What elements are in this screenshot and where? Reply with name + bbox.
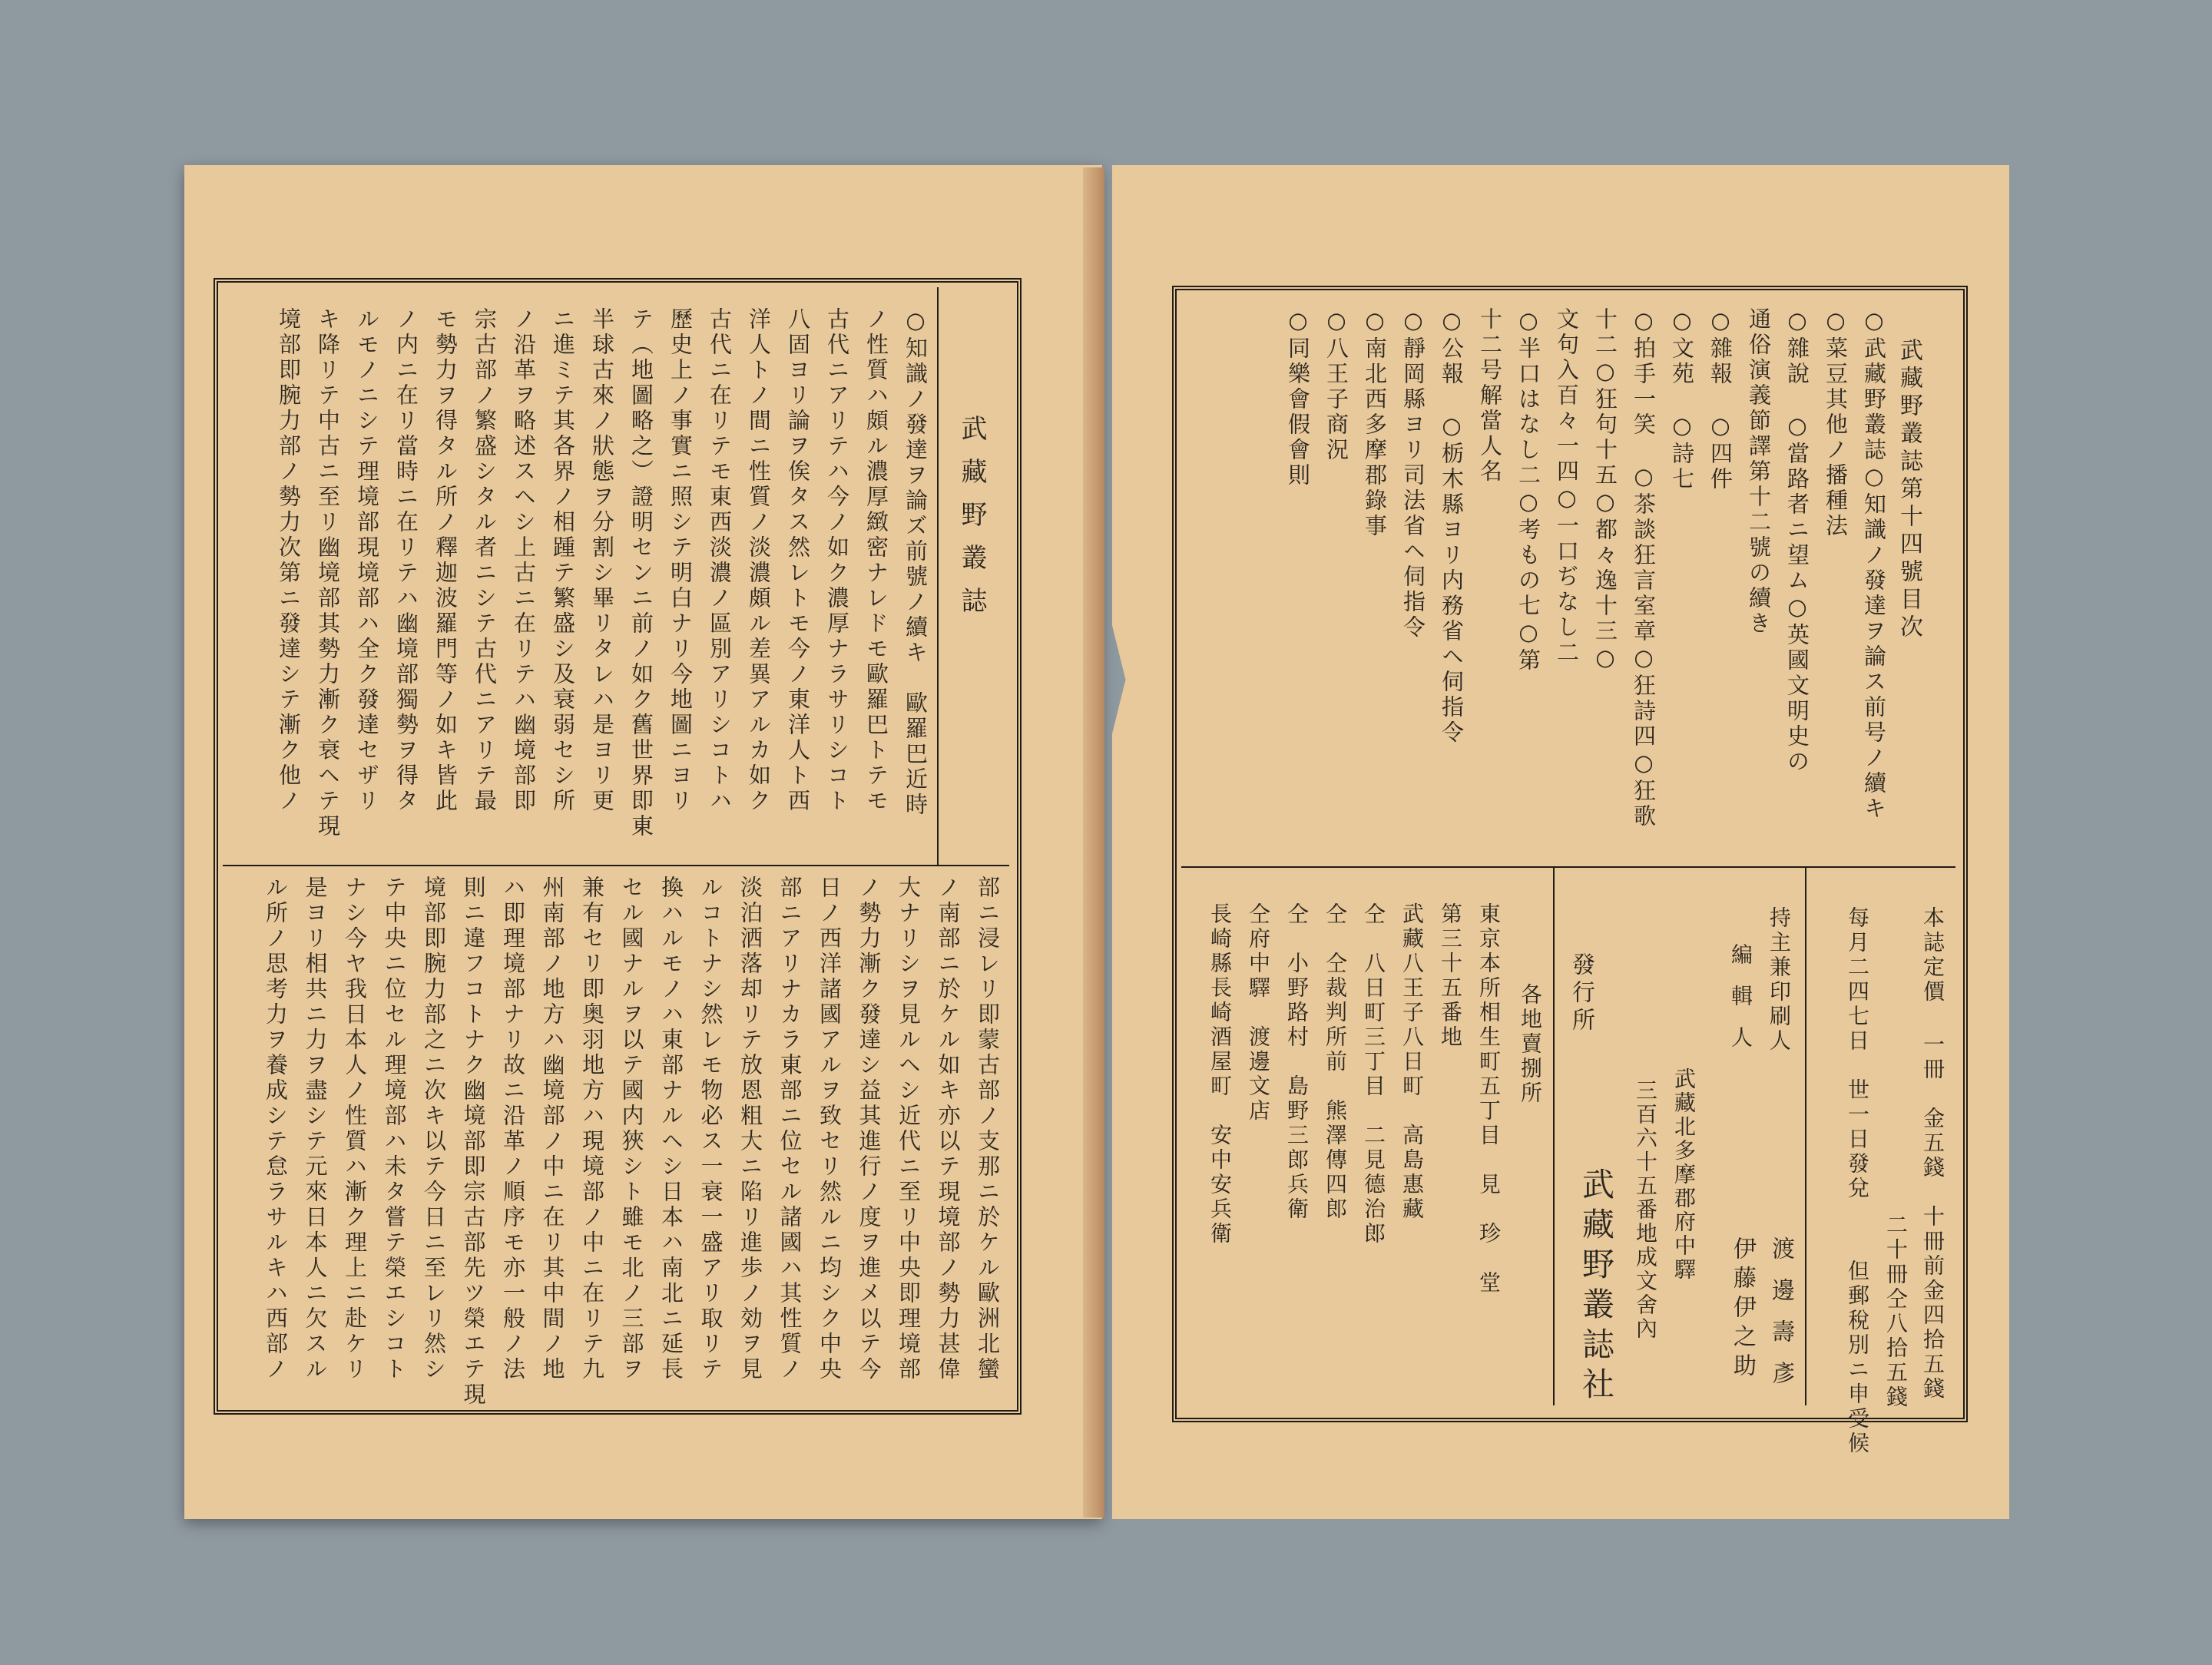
text-column: 日ノ西洋諸國アルヲ致セリ然ルニ均シク中央 xyxy=(816,876,843,1382)
book-spine xyxy=(1083,167,1104,1518)
price-divider xyxy=(1805,868,1806,1405)
text-column: ルモノニシテ理境部現境部ハ全ク發達セザリ xyxy=(354,307,380,814)
seller-entry: 仝 仝裁判所前 熊澤傳四郎 xyxy=(1323,902,1348,1222)
toc-entry: ○南北西多摩郡錄事 xyxy=(1362,307,1388,539)
text-column: 洋人トノ間ニ性質ノ淡濃頗ル差異アルカ如ク xyxy=(746,307,772,814)
seller-entry: 仝府中驛 渡邊文店 xyxy=(1246,902,1271,1124)
text-column: ノ内ニ在リ當時ニ在リテハ幽境部獨勢ヲ得タ xyxy=(393,307,419,814)
text-column: 兼有セリ即奥羽地方ハ現境部ノ中ニ在リテ九 xyxy=(579,876,605,1382)
toc-entry: ○公報 ○栃木縣ヨリ内務省ヘ伺指令 xyxy=(1439,307,1465,746)
left-frame-divider xyxy=(223,865,1009,866)
toc-entry: ○文苑 ○詩七 xyxy=(1669,307,1695,492)
toc-title: 武藏野叢誌第十四號目次 xyxy=(1896,338,1922,642)
right-frame-divider xyxy=(1181,866,1955,868)
seller-entry: 長崎縣長崎酒屋町 安中安兵衛 xyxy=(1207,902,1233,1246)
toc-entry: ○雜說 ○當路者ニ望ム○英國文明史の xyxy=(1784,307,1810,775)
text-column: ハ即理境部ナリ故ニ沿革ノ順序モ亦一般ノ法 xyxy=(500,876,526,1382)
postage-note: 但郵稅別ニ申受候 xyxy=(1845,1260,1870,1456)
text-column: 半球古來ノ狀態ヲ分割シ畢リタレハ是ヨリ更 xyxy=(589,307,615,814)
text-column: ○知識ノ發達ヲ論ズ前號ノ續キ 歐羅巴近時 xyxy=(902,307,929,818)
toc-entry: 十二○狂句十五○都々逸十三○ xyxy=(1592,307,1618,674)
owner-name: 渡邊壽彥 xyxy=(1767,1236,1794,1402)
publisher-divider xyxy=(1553,868,1555,1405)
text-column: 部ニ浸レリ即蒙古部ノ支那ニ於ケル歐洲北蠻 xyxy=(975,876,1001,1382)
text-column: 是ヨリ相共ニ力ヲ盡シテ元來日本人ニ欠スル xyxy=(302,876,329,1382)
address-1: 武藏北多摩郡府中驛 xyxy=(1671,1068,1697,1282)
price-row-1: 一冊 金五錢 十冊前金四拾五錢 xyxy=(1920,1033,1945,1402)
left-page-title: 武藏野叢誌 xyxy=(956,415,987,630)
text-column: セル國ナルヲ以テ國内狹シト雖モ北ノ三部ヲ xyxy=(618,876,645,1382)
text-column: キ降リテ中古ニ至リ幽境部其勢力漸ク衰ヘテ現 xyxy=(315,307,341,839)
text-column: 則ニ違フコトナク幽境部即宗古部先ツ榮エテ現 xyxy=(460,876,487,1408)
address-2: 三百六十五番地成文舍內 xyxy=(1633,1079,1658,1341)
text-column: 宗古部ノ繁盛シタル者ニシテ古代ニアリテ最 xyxy=(472,307,498,814)
toc-entry: ○八王子商況 xyxy=(1323,307,1349,463)
text-column: ノ性質ハ頗ル濃厚緻密ナレドモ歐羅巴トテモ xyxy=(863,307,889,814)
sellers-label: 各地賣捌所 xyxy=(1518,983,1543,1106)
price-label: 本誌定價 xyxy=(1920,906,1945,1005)
seller-entry: 東京本所相生町五丁目 見 珍 堂 xyxy=(1476,902,1502,1296)
text-column: テ中央ニ位セル理境部ハ未タ嘗テ榮エシコト xyxy=(381,876,408,1382)
text-column: 部ニアリナカラ東部ニ位セル諸國ハ其性質ノ xyxy=(777,876,803,1382)
text-column: 八固ヨリ論ヲ俟タス然レトモ今ノ東洋人ト西 xyxy=(785,307,811,814)
editor-name: 伊藤伊之助 xyxy=(1729,1236,1756,1382)
text-column: 淡泊洒落却リテ放恩粗大ニ陷リ進歩ノ効ヲ見 xyxy=(737,876,763,1382)
text-column: 境部即腕力部之ニ次キ以テ今日ニ至レリ然シ xyxy=(421,876,447,1382)
seller-entry: 武藏八王子八日町 高島惠藏 xyxy=(1399,902,1425,1222)
editor-label: 編輯人 xyxy=(1728,943,1753,1068)
owner-label: 持主兼印刷人 xyxy=(1767,906,1792,1054)
text-column: 古代ニアリテハ今ノ如ク濃厚ナラサリシコト xyxy=(824,307,850,814)
left-title-divider xyxy=(937,287,939,865)
toc-entry: ○靜岡縣ヨリ司法省ヘ伺指令 xyxy=(1400,307,1426,641)
issue-note: 每月二四七日 世一日發兌 xyxy=(1845,906,1870,1201)
publisher-name: 武藏野叢誌社 xyxy=(1578,1167,1615,1407)
price-row-2: 二十冊仝八拾五錢 xyxy=(1883,1213,1909,1410)
text-column: 大ナリシヲ見ルヘシ近代ニ至リ中央即理境部 xyxy=(896,876,922,1382)
text-column: 古代ニ在リテモ東西淡濃ノ區別アリシコトハ xyxy=(707,307,733,814)
toc-entry: ○雜報 ○四件 xyxy=(1707,307,1734,492)
text-column: ル所ノ思考力ヲ養成シテ怠ラサルキハ西部ノ xyxy=(263,876,289,1382)
toc-entry: 十二号解當人名 xyxy=(1477,307,1503,485)
toc-entry: ○武藏野叢誌○知識ノ發達ヲ論ス前号ノ續キ xyxy=(1861,307,1887,822)
text-column: モ勢力ヲ得タル所ノ釋迦波羅門等ノ如キ皆此 xyxy=(432,307,459,814)
text-column: ノ勢力漸ク發達シ益其進行ノ度ヲ進メ以テ今 xyxy=(856,876,882,1382)
toc-entry: ○同樂會假會則 xyxy=(1285,307,1311,488)
text-column: 換ハルモノハ東部ナルヘシ日本ハ南北ニ延長 xyxy=(658,876,684,1382)
text-column: ノ沿革ヲ略述スヘシ上古ニ在リテハ幽境部即 xyxy=(511,307,537,814)
toc-entry: ○半口はなし二○考もの七○第 xyxy=(1515,307,1541,674)
text-column: テ（地圖略之）證明センニ前ノ如ク舊世界即東 xyxy=(628,307,654,839)
seller-entry: 第三十五番地 xyxy=(1438,902,1463,1050)
text-column: ルコトナシ然レモ物必ス一衰一盛アリ取リテ xyxy=(697,876,724,1382)
text-column: 境部即腕力部ノ勢力次第ニ發達シテ漸ク他ノ xyxy=(276,307,302,814)
toc-entry: ○拍手一笑 ○茶談狂言室章○狂詩四○狂歌 xyxy=(1631,307,1657,829)
toc-entry: 文句入百々一四○一口ぢなし二 xyxy=(1554,307,1580,666)
toc-entry: 通俗演義節譯第十二號の續き xyxy=(1746,307,1772,637)
text-column: ノ南部ニ於ケル如キ亦以テ現境部ノ勢力甚偉 xyxy=(935,876,962,1382)
toc-entry: ○菜豆其他ノ播種法 xyxy=(1823,307,1849,539)
text-column: 州南部ノ地方ハ幽境部ノ中ニ在リ其中間ノ地 xyxy=(539,876,566,1382)
text-column: ナシ今ヤ我日本人ノ性質ハ漸ク理上ニ赴ケリ xyxy=(342,876,368,1382)
text-column: 歷史上ノ事實ニ照シテ明白ナリ今地圖ニヨリ xyxy=(667,307,694,814)
text-column: ニ進ミテ其各界ノ相踵テ繁盛シ及衰弱セシ所 xyxy=(550,307,576,814)
seller-entry: 仝 小野路村 島野三郎兵衛 xyxy=(1284,902,1310,1222)
publisher-label: 發行所 xyxy=(1568,952,1594,1035)
seller-entry: 仝 八日町三丁目 二見德治郎 xyxy=(1361,902,1386,1246)
